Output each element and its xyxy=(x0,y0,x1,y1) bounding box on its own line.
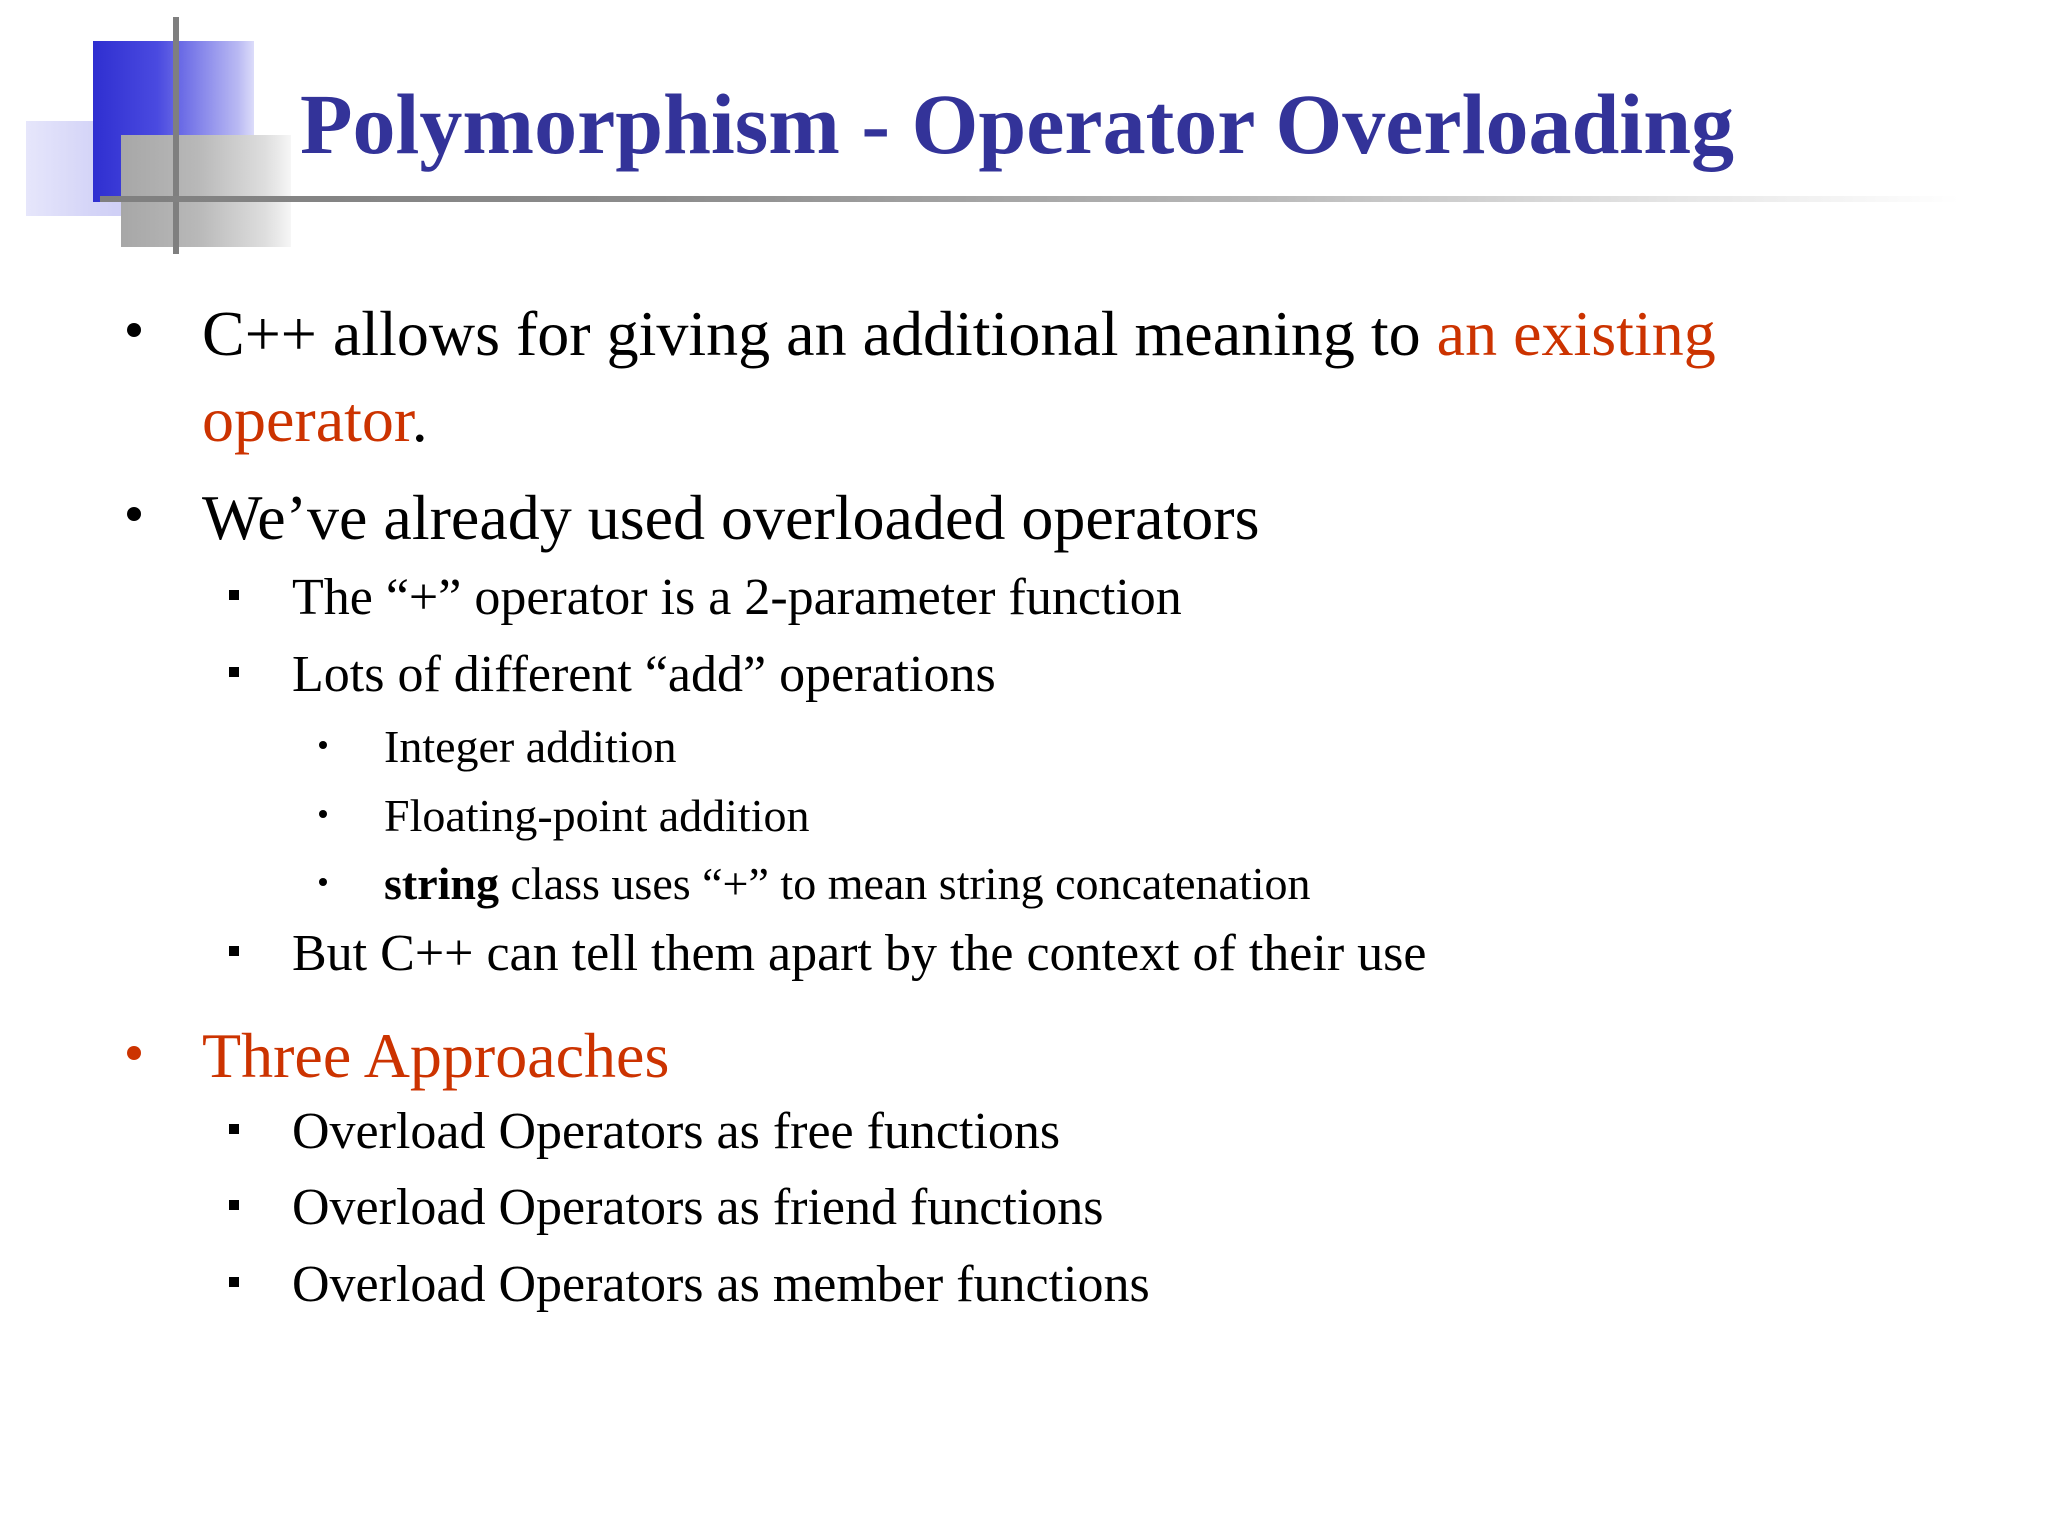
bullet-2-text: We’ve already used overloaded operators xyxy=(202,482,1260,553)
bullet-2-sub-2-item-3 xyxy=(384,853,1311,915)
bullet-2-sub-1 xyxy=(292,563,1182,633)
sub-bullet-square xyxy=(229,1124,239,1134)
bullet-dot xyxy=(127,1046,141,1060)
bullet-dot xyxy=(127,323,141,337)
bullet-1-line-2 xyxy=(202,377,428,463)
bullet-1-highlight-2: operator xyxy=(202,384,412,455)
bullet-2-sub-1-text: The “+” operator is a 2-parameter function xyxy=(292,569,1182,626)
bullet-1-period: . xyxy=(411,384,428,455)
bullet-3 xyxy=(202,1013,669,1099)
bullet-3-sub-3-text: Overload Operators as member functions xyxy=(292,1256,1150,1313)
bullet-2-sub-3 xyxy=(292,919,1426,989)
bullet-2-sub-2-item-1 xyxy=(384,716,677,778)
sub-sub-bullet-dot xyxy=(319,810,327,818)
sub-bullet-square xyxy=(229,1200,239,1210)
bullet-3-sub-3 xyxy=(292,1250,1150,1320)
bullet-2 xyxy=(202,475,1259,561)
bullet-3-sub-1 xyxy=(292,1097,1060,1167)
string-keyword: string xyxy=(384,858,499,909)
bullet-3-text: Three Approaches xyxy=(202,1020,670,1091)
bullet-1-highlight-1: an existing xyxy=(1436,298,1716,369)
bullet-3-sub-1-text: Overload Operators as free functions xyxy=(292,1103,1061,1160)
bullet-2-sub-2-text: Lots of different “add” operations xyxy=(292,646,996,703)
bullet-1-text: C++ allows for giving an additional meaning to xyxy=(202,298,1437,369)
header-decoration-vertical-line xyxy=(173,17,179,254)
bullet-2-sub-2-item-2 xyxy=(384,785,809,847)
sub-bullet-square xyxy=(229,667,239,677)
sub-bullet-square xyxy=(229,946,239,956)
sub-sub-bullet-dot xyxy=(319,878,327,886)
bullet-2-sub-2-item-1-text: Integer addition xyxy=(384,721,677,772)
header-decoration-gray-square xyxy=(121,135,291,247)
sub-bullet-square xyxy=(229,1277,239,1287)
bullet-1-line-1 xyxy=(202,291,1716,377)
bullet-3-sub-2 xyxy=(292,1173,1104,1243)
sub-sub-bullet-dot xyxy=(319,741,327,749)
bullet-2-sub-2-item-3-text: class uses “+” to mean string concatenation xyxy=(499,858,1311,909)
bullet-dot xyxy=(127,507,141,521)
bullet-2-sub-2-item-2-text: Floating-point addition xyxy=(384,790,810,841)
bullet-3-sub-2-text: Overload Operators as friend functions xyxy=(292,1179,1104,1236)
title-underline xyxy=(100,196,1960,202)
bullet-2-sub-3-text: But C++ can tell them apart by the context of their use xyxy=(292,925,1427,982)
sub-bullet-square xyxy=(229,590,239,600)
bullet-2-sub-2 xyxy=(292,640,996,710)
slide-title: Polymorphism - Operator Overloading xyxy=(300,76,1735,172)
